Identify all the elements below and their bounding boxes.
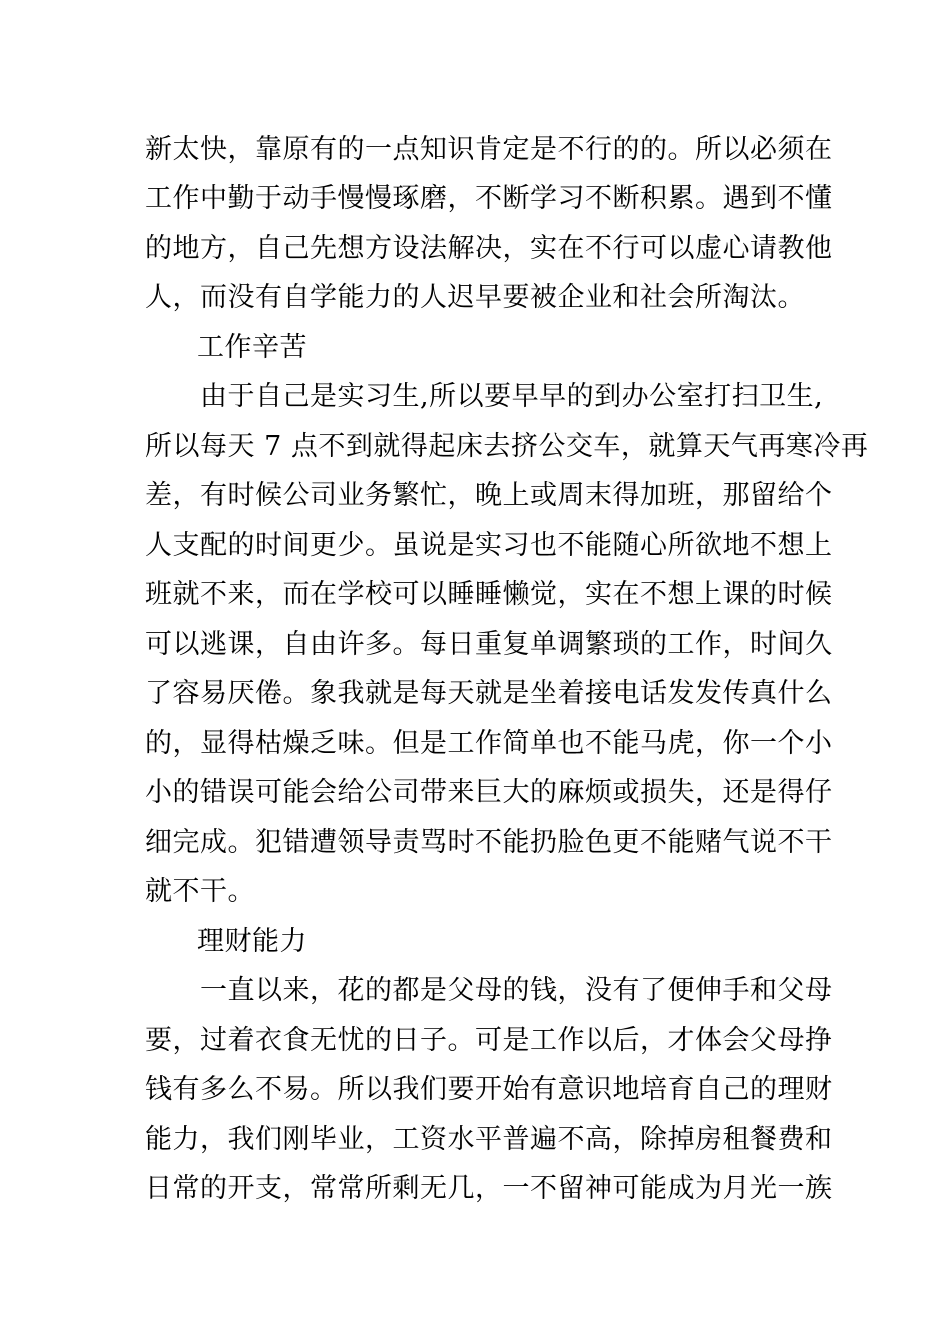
text-line: 可以逃课，自由许多。每日重复单调繁琐的工作，时间久 [145,629,833,660]
text-line: 就不干。 [145,876,255,907]
text-line: 新太快，靠原有的一点知识肯定是不行的的。所以必须在 [145,134,833,165]
text-line: 班就不来，而在学校可以睡睡懒觉，实在不想上课的时候 [145,579,833,610]
section-heading: 理财能力 [197,926,307,957]
text-line: 了容易厌倦。象我就是每天就是坐着接电话发发传真什么 [145,678,833,709]
text-line: 钱有多么不易。所以我们要开始有意识地培育自己的理财 [145,1074,833,1105]
text-line: 工作中勤于动手慢慢琢磨，不断学习不断积累。遇到不懂 [145,183,833,214]
text-line: 一直以来，花的都是父母的钱，没有了便伸手和父母 [200,975,833,1006]
text-line: 能力，我们刚毕业，工资水平普遍不高，除掉房租餐费和 [145,1124,833,1155]
section-heading: 工作辛苦 [197,332,307,363]
text-line: 的地方，自己先想方设法解决，实在不行可以虚心请教他 [145,233,833,264]
text-line: 细完成。犯错遭领导责骂时不能扔脸色更不能赌气说不干 [145,827,833,858]
text-line: 的，显得枯燥乏味。但是工作简单也不能马虎，你一个小 [145,728,833,759]
text-line: 由于自己是实习生,所以要早早的到办公室打扫卫生, [200,381,824,412]
text-line: 差，有时候公司业务繁忙，晚上或周末得加班，那留给个 [145,480,833,511]
text-line: 日常的开支，常常所剩无几，一不留神可能成为月光一族 [145,1173,833,1204]
text-line: 小的错误可能会给公司带来巨大的麻烦或损失，还是得仔 [145,777,833,808]
text-line: 人支配的时间更少。虽说是实习也不能随心所欲地不想上 [145,530,833,561]
text-line: 要，过着衣食无忧的日子。可是工作以后，才体会父母挣 [145,1025,833,1056]
text-line: 人，而没有自学能力的人迟早要被企业和社会所淘汰。 [145,282,805,313]
text-line: 所以每天 7 点不到就得起床去挤公交车，就算天气再寒冷再 [145,431,869,462]
